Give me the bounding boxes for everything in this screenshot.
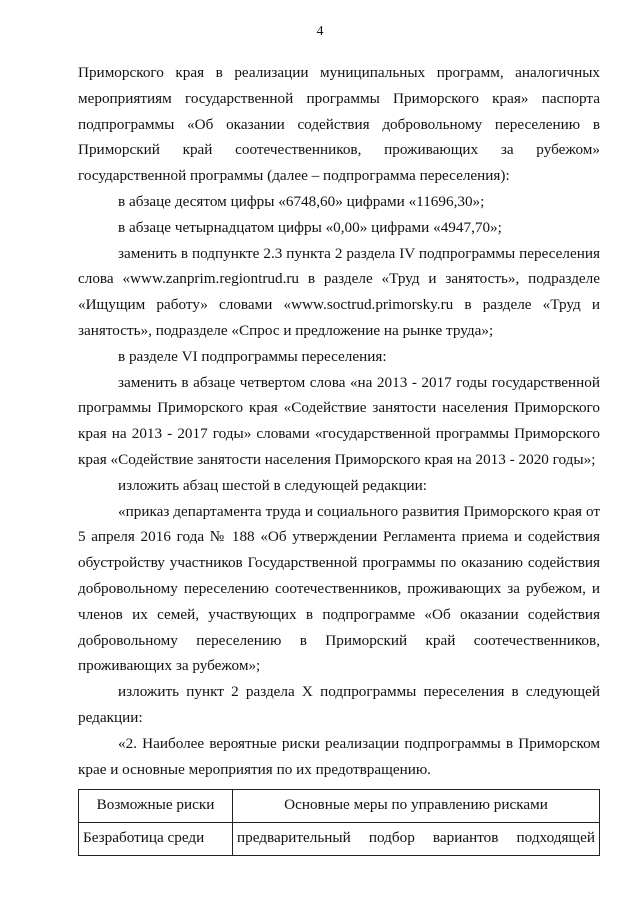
- paragraph: в абзаце четырнадцатом цифры «0,00» цифрами «4947,70»;: [118, 218, 502, 236]
- paragraph: заменить в подпункте 2.3 пункта 2 раздела IV подпрограммы переселения слова «www.zanprim.regiontrud.ru в разделе «Труд и занятость», подразделе «Ищущим работу» словами «www.soctrud.primorsky.ru в разделе «Труд и занятость», подразделе «Спрос и предложение на рынке труда»;: [78, 244, 600, 339]
- paragraph: «приказ департамента труда и социального развития Приморского края от 5 апреля 2016 года № 188 «Об утверждении Регламента приема и содействия обустройству участников Государственной программы по оказанию содействия добровольному переселению соотечественников, проживающих за рубежом, и членов их семей, участвующих в подпрограмме «Об оказании содействия добровольному переселению в Приморский край соотечественников, проживающих за рубежом»;: [78, 502, 600, 675]
- page-number: 4: [316, 24, 324, 39]
- paragraph: заменить в абзаце четвертом слова «на 2013 - 2017 годы государственной программы Приморского края «Содействие занятости населения Приморского края на 2013 - 2017 годы» словами «государственной программы Приморского края «Содействие занятости населения Приморского края на 2013 - 2020 годы»;: [78, 373, 600, 468]
- table-cell-risk: Безработица среди: [79, 823, 233, 856]
- paragraph: в разделе VI подпрограммы переселения:: [118, 347, 387, 365]
- table-row: [79, 823, 600, 856]
- paragraph: изложить абзац шестой в следующей редакции:: [118, 476, 427, 494]
- paragraph: изложить пункт 2 раздела X подпрограммы переселения в следующей редакции:: [78, 683, 600, 726]
- paragraph: в абзаце десятом цифры «6748,60» цифрами «11696,30»;: [118, 192, 485, 210]
- paragraph: Приморского края в реализации муниципальных программ, аналогичных мероприятиям государственной программы Приморского края» паспорта подпрограммы «Об оказании содействия добровольному переселению в Приморский край соотечественников, проживающих за рубежом» государственной программы (далее – подпрограмма переселения):: [78, 64, 600, 185]
- table-header-row: [79, 790, 600, 823]
- risk-table: [78, 789, 600, 856]
- table-cell-measure: предварительный подбор вариантов подходящей: [233, 823, 600, 856]
- table-header-risks: Возможные риски: [79, 790, 233, 823]
- table-header-measures: Основные меры по управлению рисками: [233, 790, 600, 823]
- paragraph: «2. Наиболее вероятные риски реализации подпрограммы в Приморском крае и основные мероприятия по их предотвращению.: [78, 734, 600, 778]
- document-body: [78, 60, 600, 782]
